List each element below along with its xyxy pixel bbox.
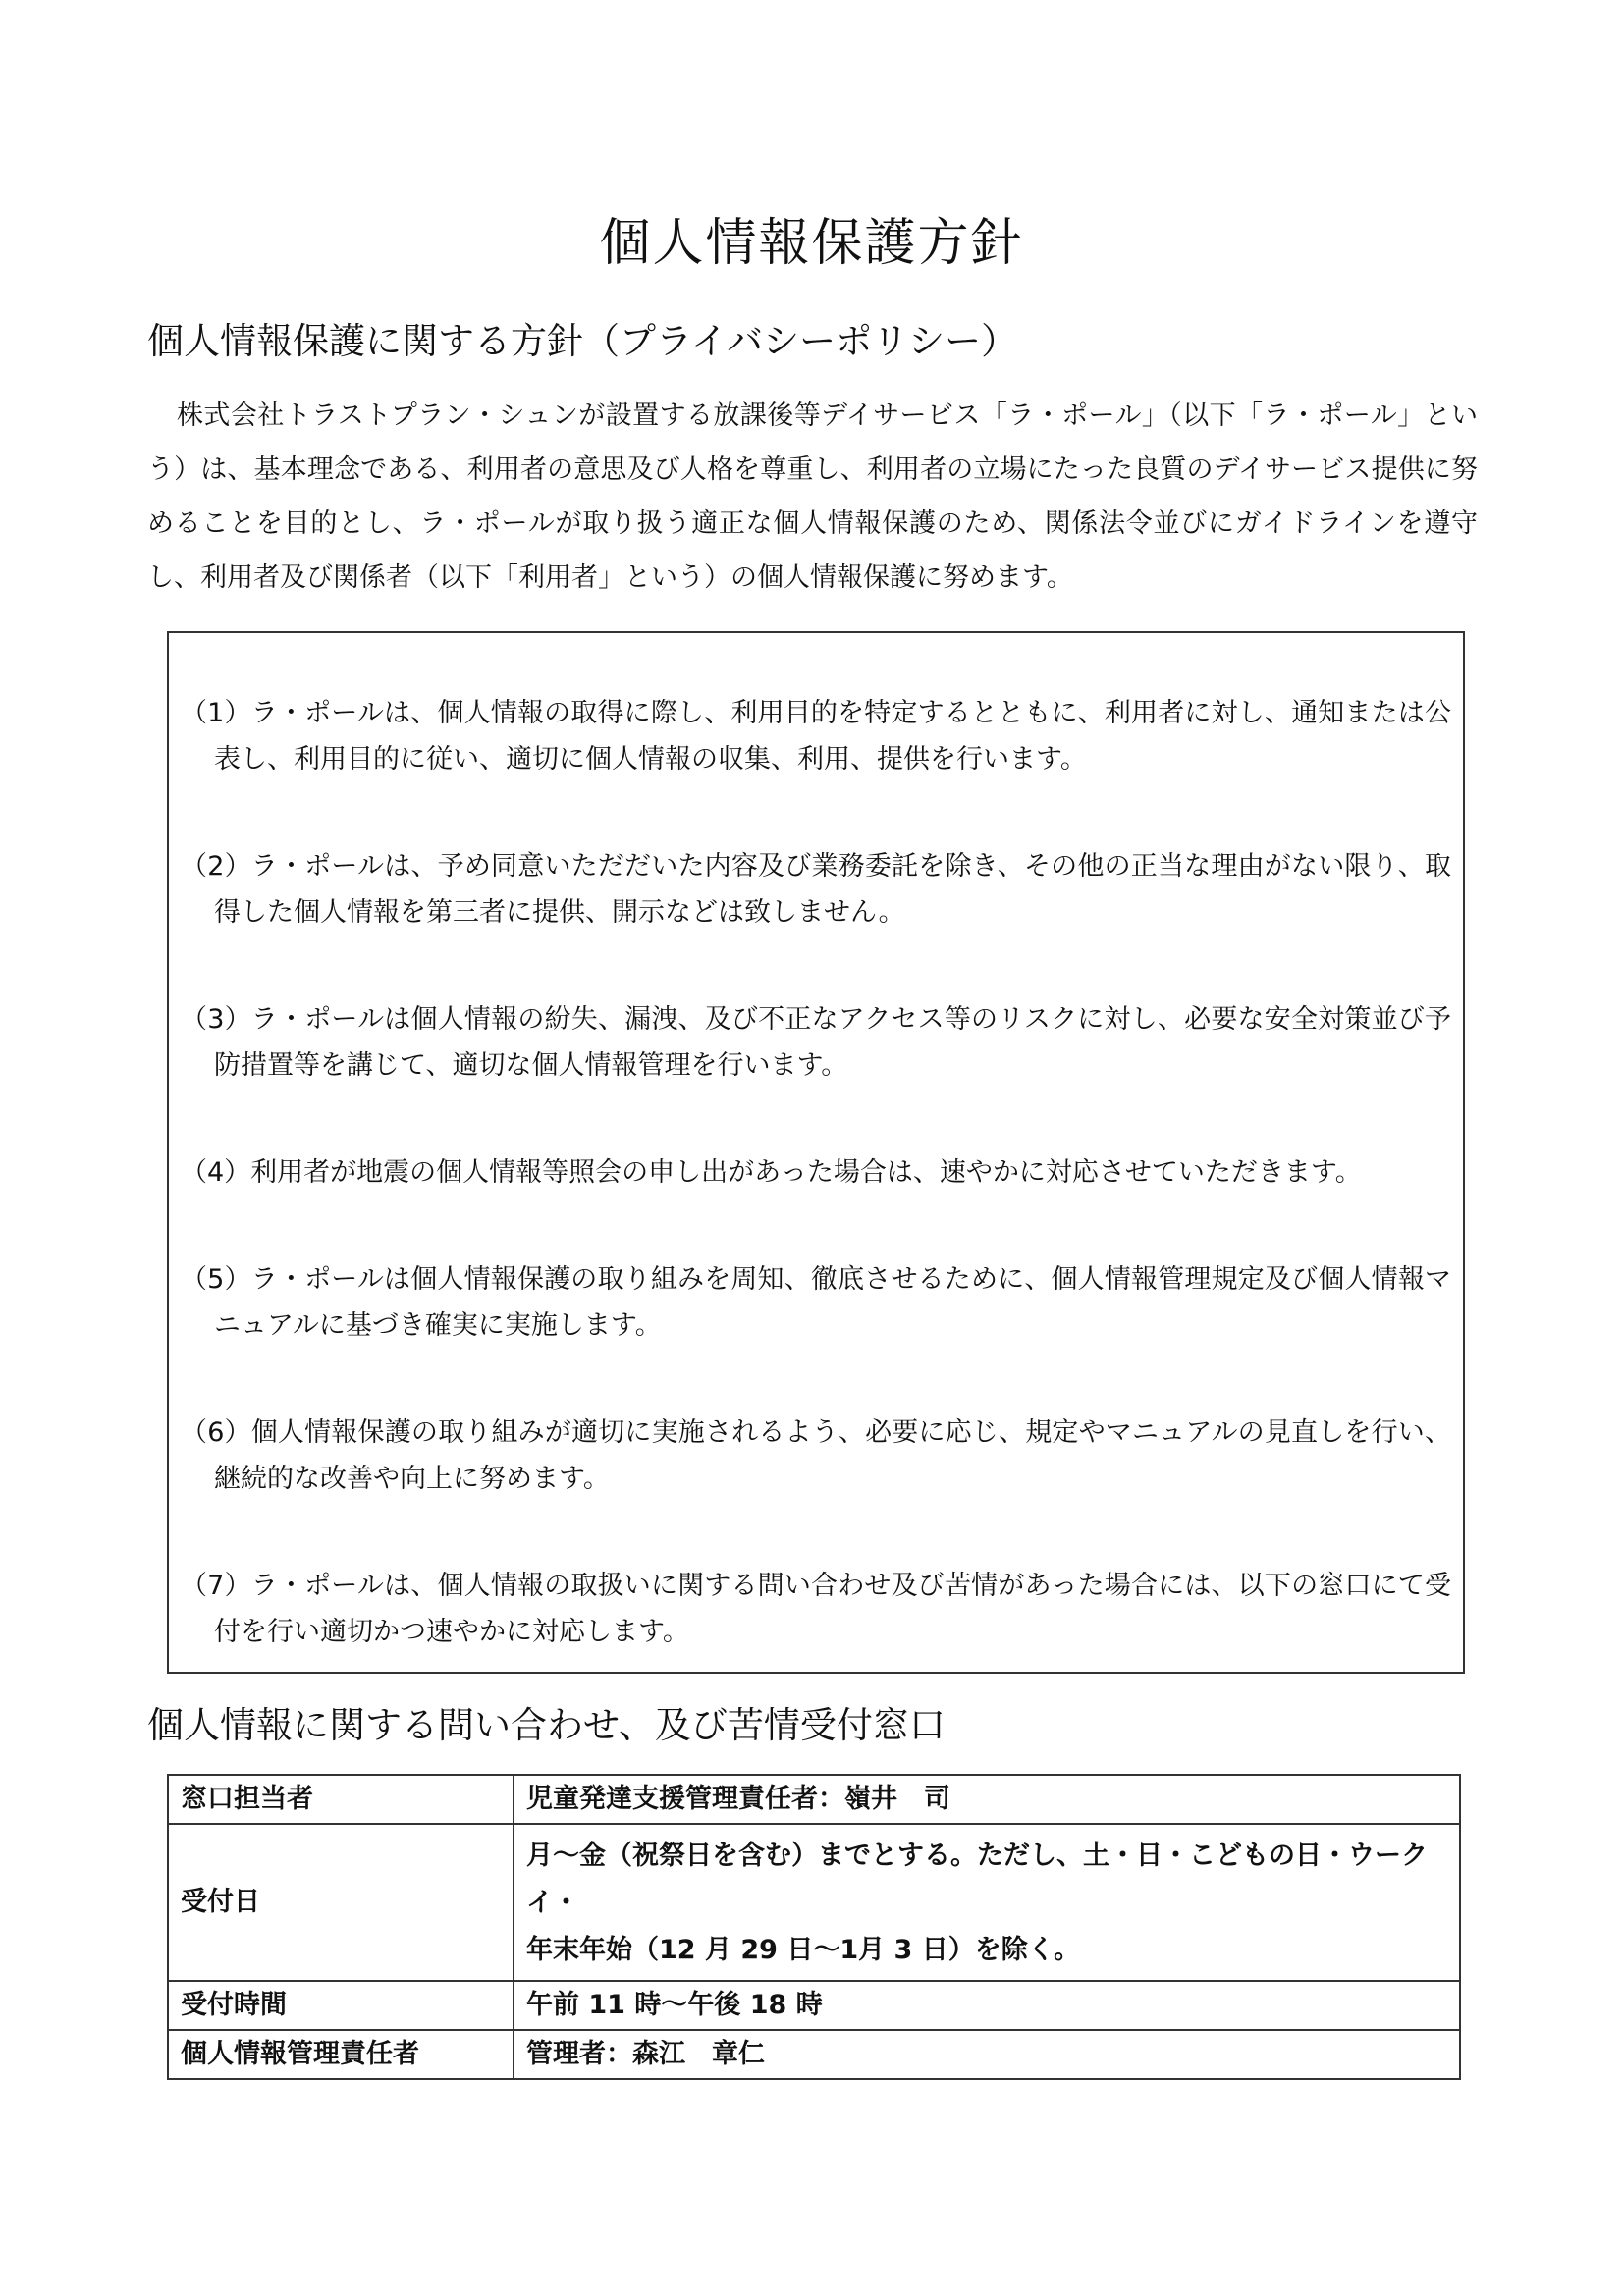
- table-label-reception-days: 受付日: [168, 1824, 514, 1981]
- policy-item-6: （6）個人情報保護の取り組みが適切に実施されるよう、必要に応じ、規定やマニュアルの見直しを行い、継続的な改善や向上に努めます。: [181, 1417, 1451, 1494]
- table-value-line: 月～金（祝祭日を含む）までとする。ただし、土・日・こどもの日・ウークイ・: [526, 1841, 1428, 1918]
- policy-item-5: （5）ラ・ポールは個人情報保護の取り組みを周知、徹底させるために、個人情報管理規定及び個人情報マニュアルに基づき確実に実施します。: [181, 1264, 1451, 1341]
- table-value-privacy-manager: [514, 2030, 1460, 2079]
- intro-paragraph: 株式会社トラストプラン・シュンが設置する放課後等デイサービス「ラ・ポール」（以下「ラ・ポール」という）は、基本理念である、利用者の意思及び人格を尊重し、利用者の立場にたった良質のデイサービス提供に努めることを目的とし、ラ・ポールが取り扱う適正な個人情報保護のため、関係法令並びにガイドラインを遵守し、利用者及び関係者（以下「利用者」という）の個人情報保護に努めます。: [147, 400, 1478, 593]
- table-value-reception-days: [514, 1824, 1460, 1981]
- table-value-line: 児童発達支援管理責任者：嶺井 司: [526, 1784, 950, 1814]
- table-row-reception-hours: [168, 1981, 1460, 2030]
- table-label-contact-person: 窓口担当者: [168, 1775, 514, 1824]
- policy-item-2: （2）ラ・ポールは、予め同意いただだいた内容及び業務委託を除き、その他の正当な理由がない限り、取得した個人情報を第三者に提供、開示などは致しません。: [181, 851, 1451, 928]
- table-value-reception-hours: [514, 1981, 1460, 2030]
- policy-item-3: （3）ラ・ポールは個人情報の紛失、漏洩、及び不正なアクセス等のリスクに対し、必要な安全対策並び予防措置等を講じて、適切な個人情報管理を行います。: [181, 1004, 1451, 1081]
- contact-table: [167, 1774, 1461, 2080]
- table-label-privacy-manager: 個人情報管理責任者: [168, 2030, 514, 2079]
- table-row-privacy-manager: [168, 2030, 1460, 2079]
- policy-list: [167, 631, 1465, 1674]
- table-value-contact-person: [514, 1775, 1460, 1824]
- policy-heading: 個人情報保護に関する方針（プライバシーポリシー）: [147, 320, 1018, 362]
- table-label-reception-hours: 受付時間: [168, 1981, 514, 2030]
- table-value-line: 管理者：森江 章仁: [526, 2039, 765, 2069]
- policy-item-1: （1）ラ・ポールは、個人情報の取得に際し、利用目的を特定するとともに、利用者に対し、通知または公表し、利用目的に従い、適切に個人情報の収集、利用、提供を行います。: [181, 698, 1451, 774]
- policy-item-4: （4）利用者が地震の個人情報等照会の申し出があった場合は、速やかに対応させていただきます。: [181, 1157, 1362, 1188]
- table-value-line: 午前 11 時～午後 18 時: [526, 1990, 823, 2020]
- table-row-contact-person: [168, 1775, 1460, 1824]
- table-row-reception-days: [168, 1824, 1460, 1981]
- table-value-line: 年末年始（12 月 29 日～1月 3 日）を除く。: [526, 1935, 1081, 1965]
- policy-item-7: （7）ラ・ポールは、個人情報の取扱いに関する問い合わせ及び苦情があった場合には、以下の窓口にて受付を行い適切かつ速やかに対応します。: [181, 1571, 1451, 1647]
- contact-heading: 個人情報に関する問い合わせ、及び苦情受付窓口: [147, 1704, 946, 1746]
- document-title: 個人情報保護方針: [599, 214, 1024, 273]
